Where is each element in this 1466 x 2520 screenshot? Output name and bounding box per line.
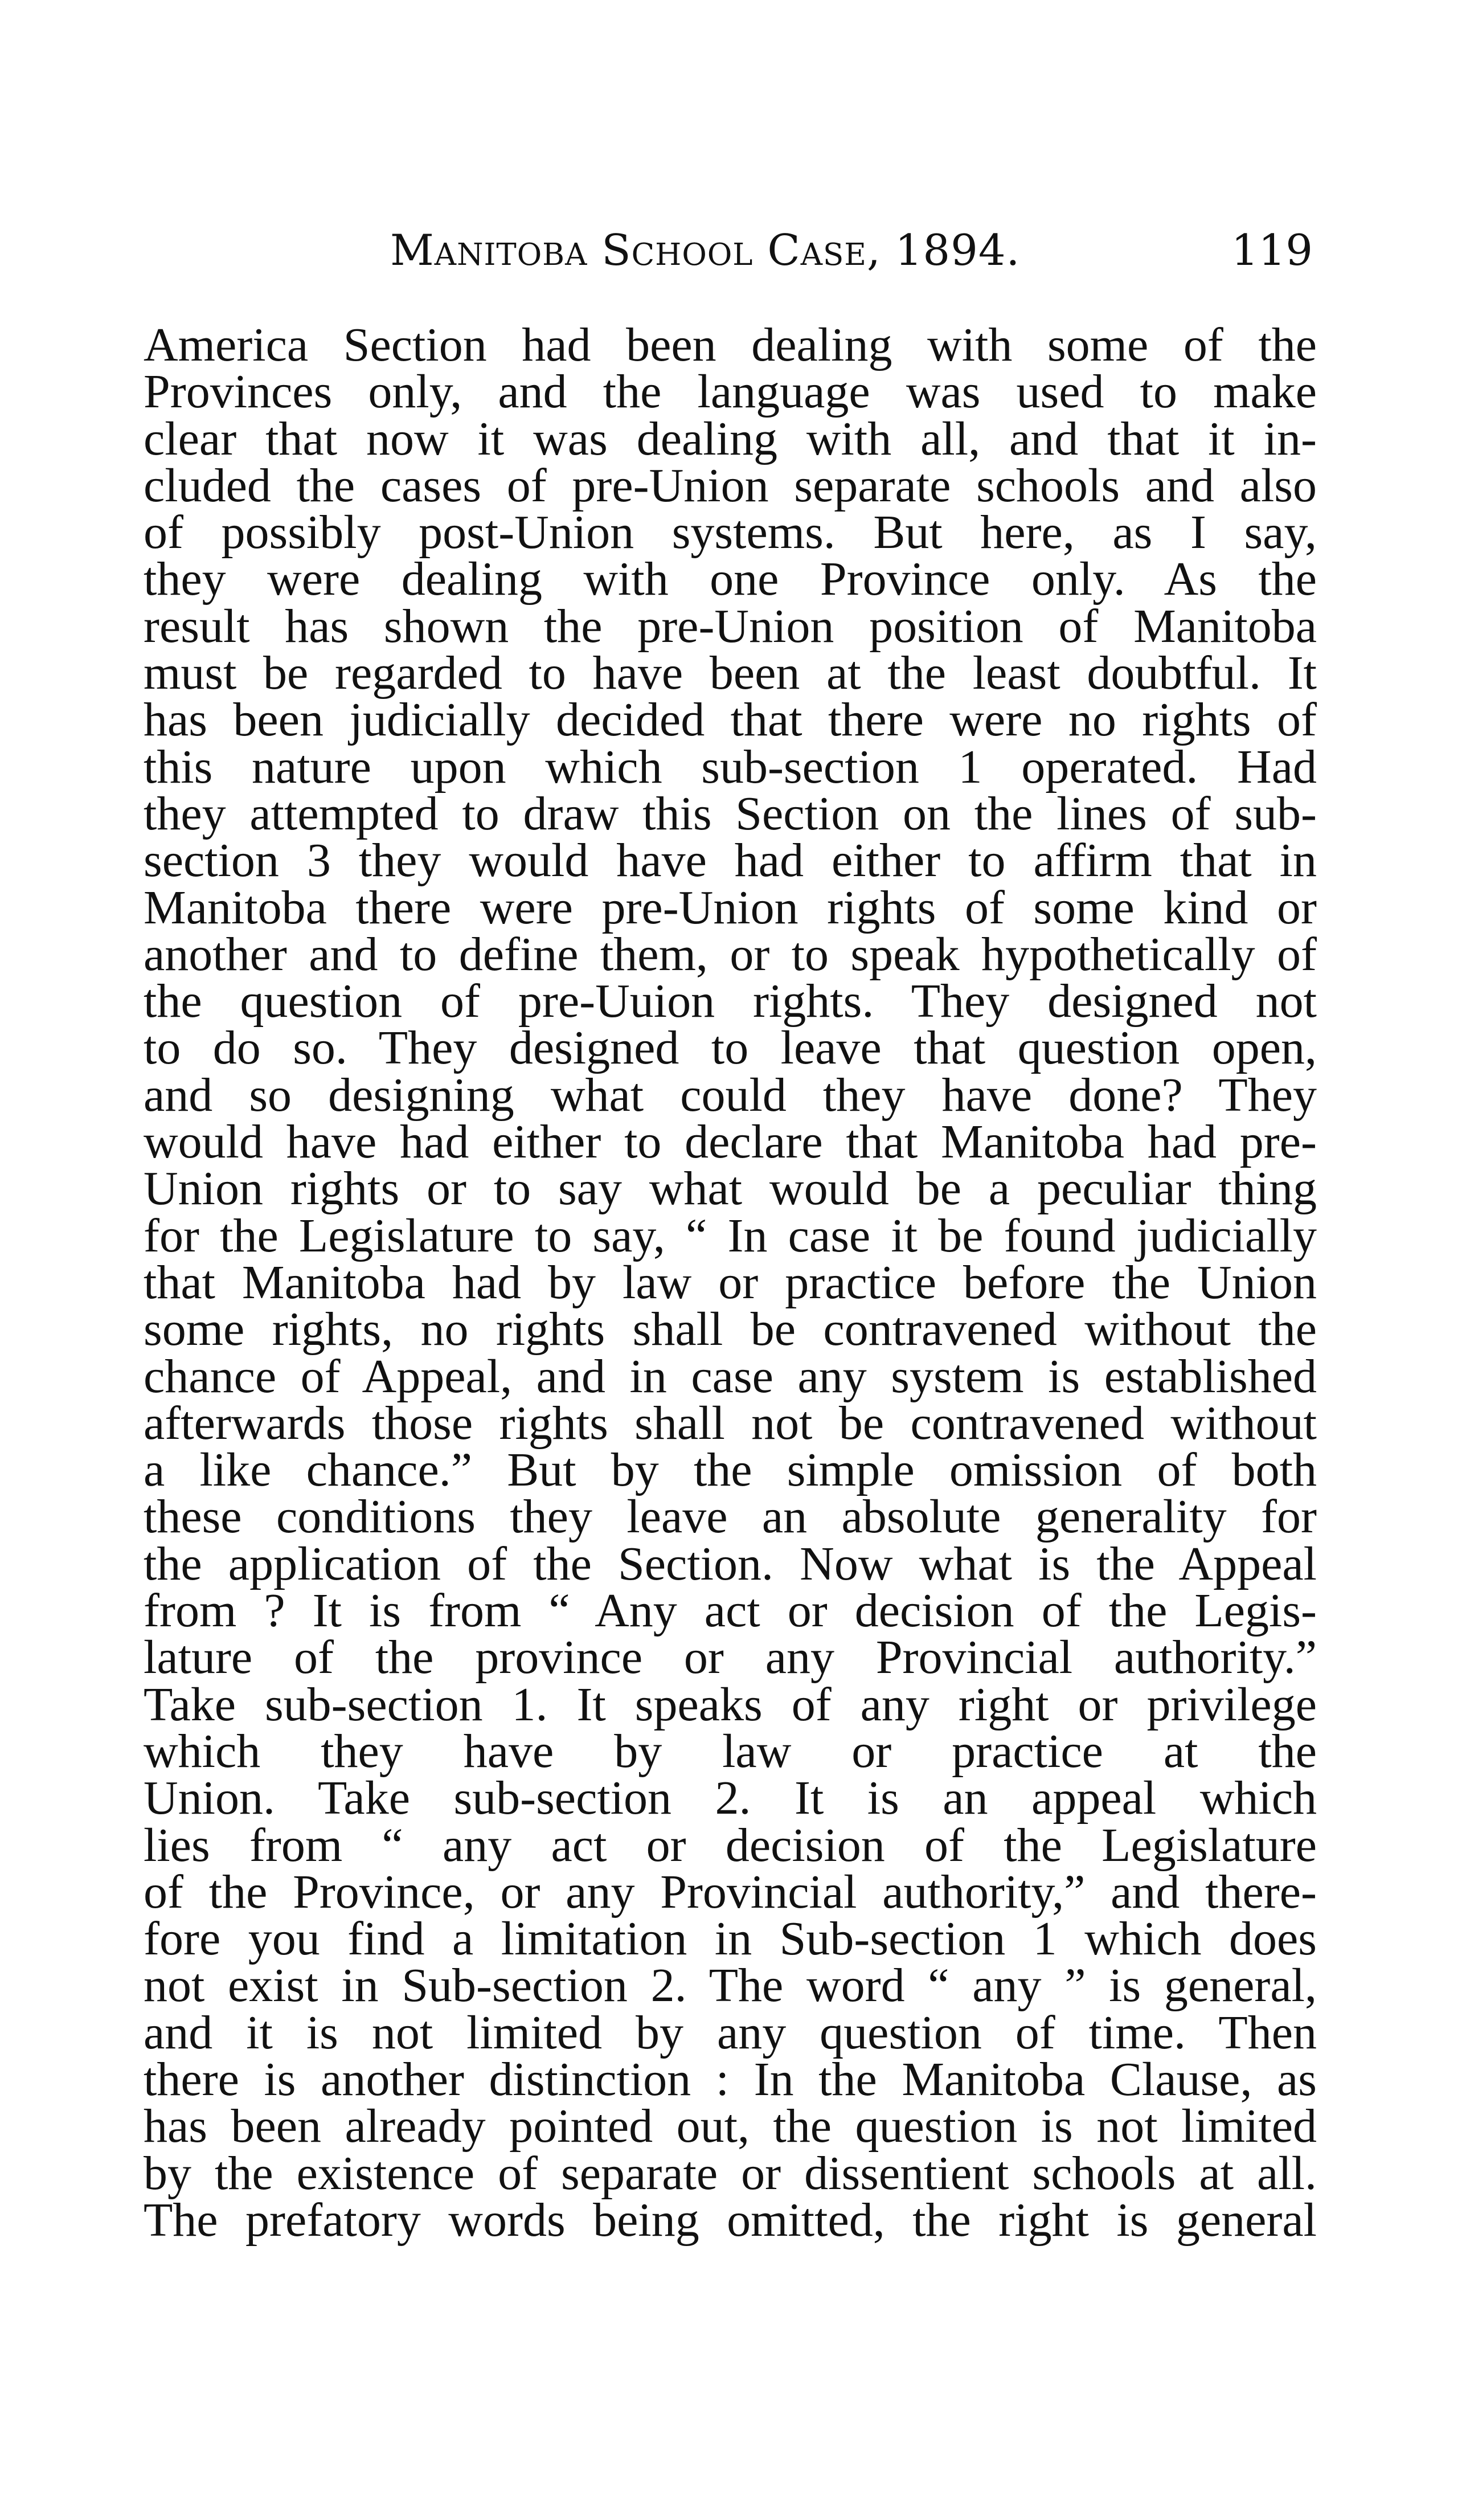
text-line: lature of the province or any Provincial authority.”: [144, 1631, 1317, 1684]
text-line: they attempted to draw this Section on the lines of sub-: [144, 787, 1317, 840]
page-header: [140, 225, 1313, 288]
text-line: and it is not limited by any question of time. Then: [144, 2006, 1317, 2059]
text-line: which they have by law or practice at the: [144, 1724, 1317, 1778]
text-line: from ? It is from “ Any act or decision of the Legis-: [144, 1584, 1317, 1638]
text-line: Take sub-section 1. It speaks of any right or privilege: [144, 1678, 1317, 1731]
text-line: to do so. They designed to leave that question open,: [144, 1021, 1317, 1075]
text-line: they were dealing with one Province only. As the: [144, 553, 1317, 606]
text-line: would have had either to declare that Manitoba had pre-: [144, 1115, 1317, 1169]
text-line: lies from “ any act or decision of the Legislature: [144, 1818, 1317, 1872]
text-line: by the existence of separate or dissentient schools at all.: [144, 2146, 1317, 2200]
text-line: for the Legislature to say, “ In case it be found judicially: [144, 1209, 1317, 1262]
text-line: Provinces only, and the language was used to make: [144, 365, 1317, 419]
text-line: has been judicially decided that there were no rights of: [144, 693, 1317, 747]
running-title: Manitoba School Case, 1894.: [390, 225, 1021, 275]
text-line: Union. Take sub-section 2. It is an appeal which: [144, 1772, 1317, 1825]
text-line: the question of pre-Uuion rights. They designed not: [144, 975, 1317, 1028]
text-line: section 3 they would have had either to affirm that in: [144, 834, 1317, 887]
text-line: another and to define them, or to speak hypothetically of: [144, 927, 1317, 981]
text-line: America Section had been dealing with some of the: [144, 318, 1317, 371]
page-number: 119: [1231, 225, 1313, 275]
text-line: afterwards those rights shall not be contravened without: [144, 1396, 1317, 1450]
text-line: Manitoba there were pre-Union rights of some kind or: [144, 881, 1317, 934]
text-line: not exist in Sub-section 2. The word “ any ” is general,: [144, 1959, 1317, 2012]
text-line: that Manitoba had by law or practice before the Union: [144, 1255, 1317, 1309]
text-line: of the Province, or any Provincial authority,” and there-: [144, 1865, 1317, 1918]
text-line: fore you find a limitation in Sub-section 1 which does: [144, 1912, 1317, 1966]
text-line: this nature upon which sub-section 1 operated. Had: [144, 740, 1317, 793]
text-line: has been already pointed out, the question is not limited: [144, 2100, 1317, 2153]
text-line: clear that now it was dealing with all, and that it in-: [144, 412, 1317, 465]
text-line: of possibly post-Union systems. But here, as I say,: [144, 506, 1317, 559]
text-line: cluded the cases of pre-Union separate schools and also: [144, 459, 1317, 512]
text-line: The prefatory words being omitted, the right is general: [144, 2193, 1317, 2247]
text-line: some rights, no rights shall be contravened without the: [144, 1303, 1317, 1356]
text-line: chance of Appeal, and in case any system is established: [144, 1349, 1317, 1403]
text-line: and so designing what could they have done? They: [144, 1068, 1317, 1122]
text-line: result has shown the pre-Union position of Manitoba: [144, 599, 1317, 653]
text-line: must be regarded to have been at the least doubtful. It: [144, 647, 1317, 700]
body-text: [144, 318, 1317, 2247]
text-line: Union rights or to say what would be a peculiar thing: [144, 1162, 1317, 1216]
text-line: the application of the Section. Now what is the Appeal: [144, 1537, 1317, 1590]
text-line: a like chance.” But by the simple omission of both: [144, 1443, 1317, 1497]
text-line: these conditions they leave an absolute generality for: [144, 1490, 1317, 1544]
text-line: there is another distinction : In the Manitoba Clause, as: [144, 2052, 1317, 2106]
